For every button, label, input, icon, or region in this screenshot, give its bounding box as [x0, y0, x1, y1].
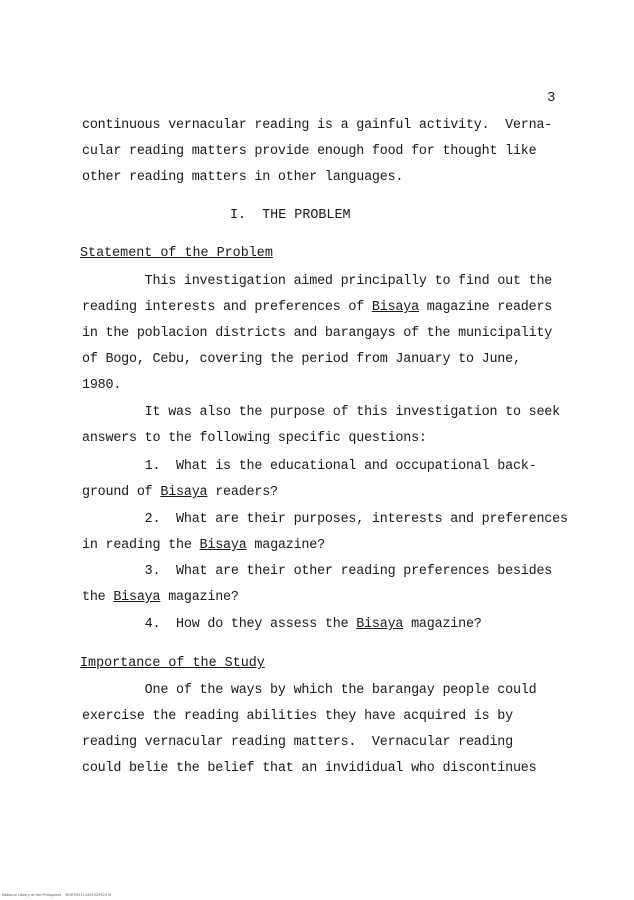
paragraph-line: reading interests and preferences of Bisaya magazine readers — [82, 300, 553, 315]
magazine-name: Bisaya — [199, 538, 247, 553]
paragraph-line: could belie the belief that an invididual who discontinues — [82, 761, 537, 776]
magazine-name: Bisaya — [160, 485, 208, 500]
magazine-name: Bisaya — [113, 590, 161, 605]
paragraph-line: cular reading matters provide enough food for thought like — [82, 144, 537, 159]
paragraph-line: 1980. — [82, 378, 122, 393]
question-line: 1. What is the educational and occupational back- — [82, 459, 537, 474]
statement-heading: Statement of the Problem — [80, 246, 273, 261]
question-line: in reading the Bisaya magazine? — [82, 538, 325, 553]
paragraph-line: exercise the reading abilities they have acquired is by — [82, 709, 513, 724]
question-line: 4. How do they assess the Bisaya magazine? — [82, 617, 482, 632]
magazine-name: Bisaya — [356, 617, 404, 632]
paragraph-line: in the poblacion districts and barangays of the municipality — [82, 326, 553, 341]
magazine-name: Bisaya — [371, 300, 419, 315]
scan-footer: National Library of the Philippines ROXTM2114491329523 III — [2, 893, 112, 897]
paragraph-line: continuous vernacular reading is a gainful activity. Verna- — [82, 118, 553, 133]
paragraph-line: reading vernacular reading matters. Vernacular reading — [82, 735, 513, 750]
question-line: ground of Bisaya readers? — [82, 485, 278, 500]
question-line: the Bisaya magazine? — [82, 590, 239, 605]
paragraph-line: One of the ways by which the barangay people could — [82, 683, 537, 698]
paragraph-line: other reading matters in other languages. — [82, 170, 404, 185]
paragraph-line: This investigation aimed principally to find out the — [82, 274, 553, 289]
paragraph-line: answers to the following specific questions: — [82, 431, 427, 446]
question-line: 3. What are their other reading preferences besides — [82, 564, 553, 579]
section-heading: I. THE PROBLEM — [230, 208, 351, 223]
importance-heading: Importance of the Study — [80, 656, 265, 671]
paragraph-line: of Bogo, Cebu, covering the period from January to June, — [82, 352, 521, 367]
question-line: 2. What are their purposes, interests and preferences — [82, 512, 568, 527]
page-number: 3 — [547, 90, 556, 106]
paragraph-line: It was also the purpose of this investigation to seek — [82, 405, 560, 420]
